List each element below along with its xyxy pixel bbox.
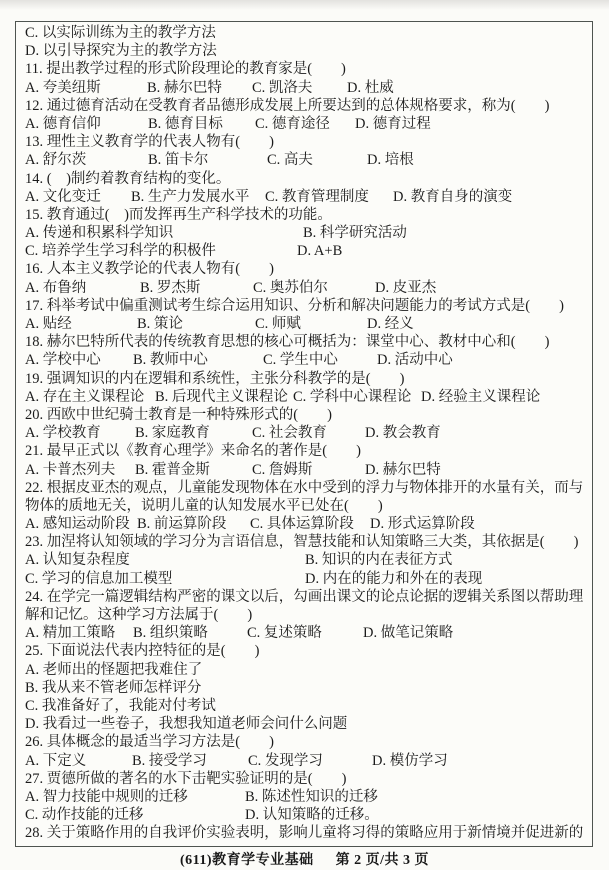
option-c: C. 奥苏伯尔 <box>253 279 328 296</box>
option-d: D. 赫尔巴特 <box>365 461 441 478</box>
option-b: B. 组织策略 <box>133 625 208 642</box>
text-line <box>25 752 590 770</box>
option-b: B. 接受学习 <box>132 752 207 769</box>
option-b: B. 后现代主义课程论 <box>155 388 288 405</box>
question-22-stem: 22. 根据皮亚杰的观点，儿童能发现物体在水中受到的浮力与物体排开的水量有关，而与 <box>25 479 584 496</box>
option-c: C. 詹姆斯 <box>252 461 313 478</box>
option-d: D. 经验主义课程论 <box>421 388 541 405</box>
text-line <box>25 406 590 424</box>
text-line <box>25 279 590 297</box>
option-a: A. 文化变迁 <box>25 188 101 205</box>
text-line <box>25 824 590 842</box>
text-line <box>25 588 590 606</box>
text-line <box>25 679 590 697</box>
option-b: B. 策论 <box>137 316 183 332</box>
text-line <box>25 297 590 315</box>
option-c: C. 动作技能的迁移 <box>25 807 144 824</box>
question-22-stem-continued: 物体的质地无关，说明儿童的认知发展水平已处在( ) <box>25 497 383 514</box>
question-panel-border <box>15 21 593 847</box>
option-d: D. 皮亚杰 <box>375 279 437 296</box>
text-line <box>25 260 590 278</box>
text-line <box>25 479 590 497</box>
option-b: B. 陈述性知识的迁移 <box>245 788 378 805</box>
option-c: C. 学习的信息加工模型 <box>25 570 173 587</box>
option-b: B. 赫尔巴特 <box>147 79 222 96</box>
option-c: C. 高夫 <box>267 152 313 169</box>
option-a: A. 认知复杂程度 <box>25 552 130 569</box>
option-a: A. 卡普杰列夫 <box>25 461 116 478</box>
question-23-stem: 23. 加涅将认知领域的学习分为言语信息，智慧技能和认知策略三大类，其依据是( ) <box>25 534 579 551</box>
question-18-stem: 18. 赫尔巴特所代表的传统教育思想的核心可概括为：课堂中心、教材中心和( ) <box>25 334 550 351</box>
question-11-stem: 11. 提出教学过程的形式阶段理论的教育家是( ) <box>25 61 346 78</box>
question-19-stem: 19. 强调知识的内在逻辑和系统性，主张分科教学的是( ) <box>25 370 405 387</box>
text-line <box>25 515 590 533</box>
text-line <box>25 788 590 806</box>
text-line <box>25 442 590 460</box>
option-a: A. 学校中心 <box>25 352 101 369</box>
option-d: D. 形式运算阶段 <box>370 516 475 533</box>
question-21-stem: 21. 最早正式以《教育心理学》来命名的著作是( ) <box>25 443 361 460</box>
text-line <box>25 333 590 351</box>
option-d: D. 培根 <box>367 152 414 169</box>
text-line <box>25 806 590 824</box>
text-line <box>25 715 590 733</box>
option-a: A. 夸美纽斯 <box>25 79 101 96</box>
option-a: A. 老师出的怪题把我难住了 <box>25 661 203 678</box>
option-b: B. 我从来不管老师怎样评分 <box>25 679 202 696</box>
text-line <box>25 24 590 42</box>
option-a: A. 贴经 <box>25 316 72 332</box>
option-a: A. 精加工策略 <box>25 625 116 642</box>
question-25-stem: 25. 下面说法代表内控特征的是( ) <box>25 643 260 660</box>
option-c: C. 师赋 <box>255 316 301 332</box>
option-d: D. 模仿学习 <box>372 752 448 769</box>
option-c: C. 学生中心 <box>263 352 338 369</box>
page-footer <box>0 849 609 869</box>
text-line <box>25 661 590 679</box>
text-line <box>25 188 590 206</box>
footer-course-title: (611)教育学专业基础 <box>180 853 314 868</box>
text-line <box>25 97 590 115</box>
text-line <box>25 242 590 260</box>
text-line <box>25 570 590 588</box>
text-line <box>25 642 590 660</box>
text-line <box>25 497 590 515</box>
question-28-stem: 28. 关于策略作用的自我评价实验表明，影响儿童将习得的策略应用于新情境并促进新的 <box>25 825 584 842</box>
question-12-stem: 12. 通过德育活动在受教育者品德形成发展上所要达到的总体规格要求，称为( ) <box>25 97 550 114</box>
question-17-stem: 17. 科举考试中偏重测试考生综合运用知识、分析和解决问题能力的考试方式是( ) <box>25 297 564 314</box>
text-line <box>25 351 590 369</box>
option-a: A. 舒尔茨 <box>25 152 87 169</box>
option-d: D. 以引导探究为主的教学方法 <box>25 43 217 60</box>
text-line <box>25 79 590 97</box>
text-line <box>25 170 590 188</box>
text-line <box>25 733 590 751</box>
text-line <box>25 551 590 569</box>
option-c: C. 我准备好了，我能对付考试 <box>25 697 216 714</box>
option-c: C. 教育管理制度 <box>265 188 369 205</box>
question-26-stem: 26. 具体概念的最适当学习方法是( ) <box>25 734 274 751</box>
text-line <box>25 606 590 624</box>
option-b: B. 罗杰斯 <box>140 279 201 296</box>
text-line <box>25 60 590 78</box>
option-b: B. 家庭教育 <box>135 425 210 442</box>
option-d: D. 经义 <box>367 316 414 332</box>
option-d: D. 教育自身的演变 <box>393 188 513 205</box>
text-line <box>25 315 590 333</box>
option-d: D. 杜威 <box>347 79 394 96</box>
option-d: D. 内在的能力和外在的表现 <box>305 570 483 587</box>
text-line <box>25 115 590 133</box>
question-15-stem: 15. 教育通过( )而发挥再生产科学技术的功能。 <box>25 206 332 223</box>
text-line <box>25 533 590 551</box>
text-line <box>25 624 590 642</box>
option-c: C. 复述策略 <box>247 625 322 642</box>
option-d: D. 活动中心 <box>377 352 453 369</box>
option-a: A. 学校教育 <box>25 425 101 442</box>
question-13-stem: 13. 理性主义教育学的代表人物有( ) <box>25 134 274 151</box>
question-20-stem: 20. 西欧中世纪骑士教育是一种特殊形式的( ) <box>25 406 332 423</box>
text-line <box>25 151 590 169</box>
question-24-stem-continued: 解和记忆。这种学习方法属于( ) <box>25 607 253 623</box>
option-d: D. 德育过程 <box>355 115 431 132</box>
option-c: C. 具体运算阶段 <box>250 516 354 533</box>
option-a: A. 存在主义课程论 <box>25 388 145 405</box>
option-d: D. 教会教育 <box>365 425 441 442</box>
question-27-stem: 27. 贾德所做的著名的水下击靶实验证明的是( ) <box>25 770 347 787</box>
text-line <box>25 133 590 151</box>
option-b: B. 教师中心 <box>133 352 208 369</box>
option-b: B. 前运算阶段 <box>137 516 227 533</box>
option-d: D. 认知策略的迁移。 <box>245 807 379 824</box>
option-c: C. 凯洛夫 <box>252 79 313 96</box>
option-d: D. 我看过一些卷子，我想我知道老师会问什么问题 <box>25 716 348 733</box>
option-a: A. 德育信仰 <box>25 115 101 132</box>
question-24-stem: 24. 在学完一篇逻辑结构严密的课文以后，勾画出课文的论点论据的逻辑关系图以帮助理 <box>25 588 584 605</box>
option-b: B. 霍普金斯 <box>135 461 210 478</box>
text-line <box>25 770 590 788</box>
option-c: C. 社会教育 <box>252 425 327 442</box>
option-a: A. 智力技能中规则的迁移 <box>25 788 188 805</box>
text-line <box>25 388 590 406</box>
option-c: C. 学科中心课程论 <box>293 388 412 405</box>
option-b: B. 科学研究活动 <box>303 225 407 242</box>
text-line <box>25 42 590 60</box>
option-b: B. 知识的内在表征方式 <box>305 552 453 569</box>
scan-edge-shading <box>0 0 609 10</box>
option-d: D. 做笔记策略 <box>363 625 454 642</box>
option-c: C. 发现学习 <box>248 752 323 769</box>
text-line <box>25 224 590 242</box>
option-b: B. 笛卡尔 <box>148 152 209 169</box>
question-14-stem: 14. ( )制约着教育结构的变化。 <box>25 170 231 187</box>
option-d: D. A+B <box>297 243 343 260</box>
text-line <box>25 461 590 479</box>
option-a: A. 感知运动阶段 <box>25 516 130 533</box>
text-line <box>25 206 590 224</box>
question-16-stem: 16. 人本主义教学论的代表人物有( ) <box>25 261 274 278</box>
option-c: C. 以实际训练为主的教学方法 <box>25 25 216 41</box>
footer-page-indicator: 第 2 页/共 3 页 <box>335 853 429 868</box>
question-lines <box>25 24 590 846</box>
option-c: C. 德育途径 <box>255 115 330 132</box>
option-b: B. 德育目标 <box>148 115 223 132</box>
text-line <box>25 424 590 442</box>
option-b: B. 生产力发展水平 <box>131 188 250 205</box>
option-a: A. 布鲁纳 <box>25 279 87 296</box>
option-a: A. 下定义 <box>25 752 87 769</box>
option-a: A. 传递和积累科学知识 <box>25 225 174 242</box>
text-line <box>25 370 590 388</box>
option-c: C. 培养学生学习科学的积极件 <box>25 243 216 260</box>
text-line <box>25 697 590 715</box>
